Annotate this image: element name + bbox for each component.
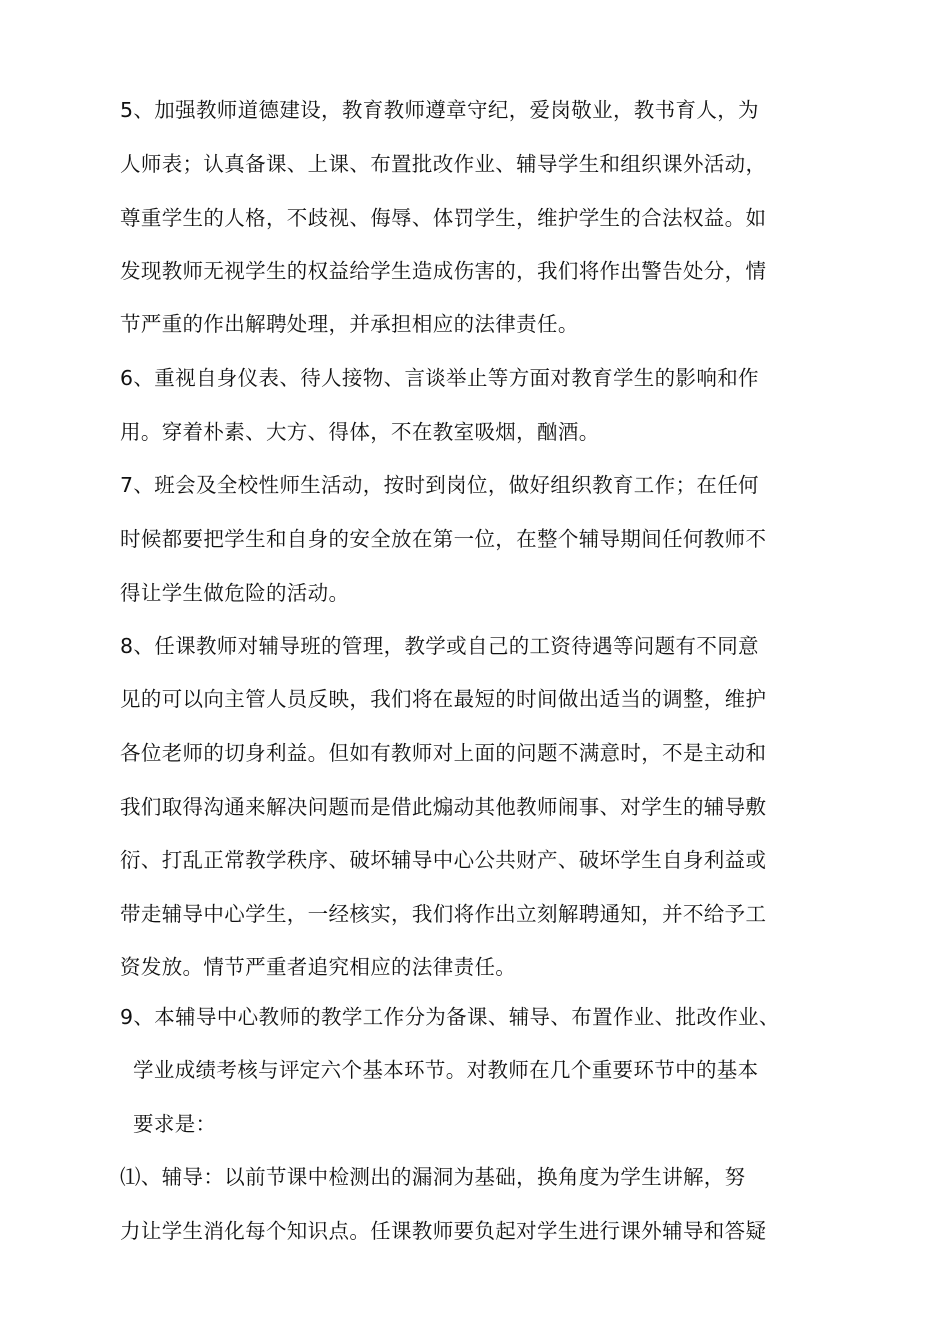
text-line: 时候都要把学生和自身的安全放在第一位，在整个辅导期间任何教师不	[120, 527, 767, 551]
text-line: 各位老师的切身利益。但如有教师对上面的问题不满意时，不是主动和	[120, 741, 767, 765]
text-line: 发现教师无视学生的权益给学生造成伤害的，我们将作出警告处分，情	[120, 259, 767, 283]
text-line: 资发放。情节严重者追究相应的法律责任。	[120, 955, 517, 979]
text-line: ⑴、辅导：以前节课中检测出的漏洞为基础，换角度为学生讲解，努	[120, 1165, 746, 1189]
text-line: 要求是：	[133, 1112, 217, 1136]
text-line: 衍、打乱正常教学秩序、破坏辅导中心公共财产、破坏学生自身利益或	[120, 848, 767, 872]
text-line: 我们取得沟通来解决问题而是借此煽动其他教师闹事、对学生的辅导敷	[120, 795, 767, 819]
text-line: 力让学生消化每个知识点。任课教师要负起对学生进行课外辅导和答疑	[120, 1219, 767, 1243]
text-line: 7、班会及全校性师生活动，按时到岗位，做好组织教育工作；在任何	[120, 473, 759, 497]
text-line: 得让学生做危险的活动。	[120, 581, 350, 605]
text-line: 5、加强教师道德建设，教育教师遵章守纪，爱岗敬业，教书育人，为	[120, 98, 759, 122]
text-line: 节严重的作出解聘处理，并承担相应的法律责任。	[120, 312, 579, 336]
text-line: 带走辅导中心学生，一经核实，我们将作出立刻解聘通知，并不给予工	[120, 902, 767, 926]
text-line: 人师表；认真备课、上课、布置批改作业、辅导学生和组织课外活动，	[120, 152, 767, 176]
text-line: 8、任课教师对辅导班的管理，教学或自己的工资待遇等问题有不同意	[120, 634, 759, 658]
text-line: 9、本辅导中心教师的教学工作分为备课、辅导、布置作业、批改作业、	[120, 1005, 780, 1029]
text-line: 学业成绩考核与评定六个基本环节。对教师在几个重要环节中的基本	[133, 1058, 759, 1082]
text-line: 6、重视自身仪表、待人接物、言谈举止等方面对教育学生的影响和作	[120, 366, 759, 390]
text-line: 尊重学生的人格，不歧视、侮辱、体罚学生，维护学生的合法权益。如	[120, 206, 767, 230]
text-line: 用。穿着朴素、大方、得体，不在教室吸烟，酗酒。	[120, 420, 600, 444]
text-line: 见的可以向主管人员反映，我们将在最短的时间做出适当的调整，维护	[120, 687, 767, 711]
